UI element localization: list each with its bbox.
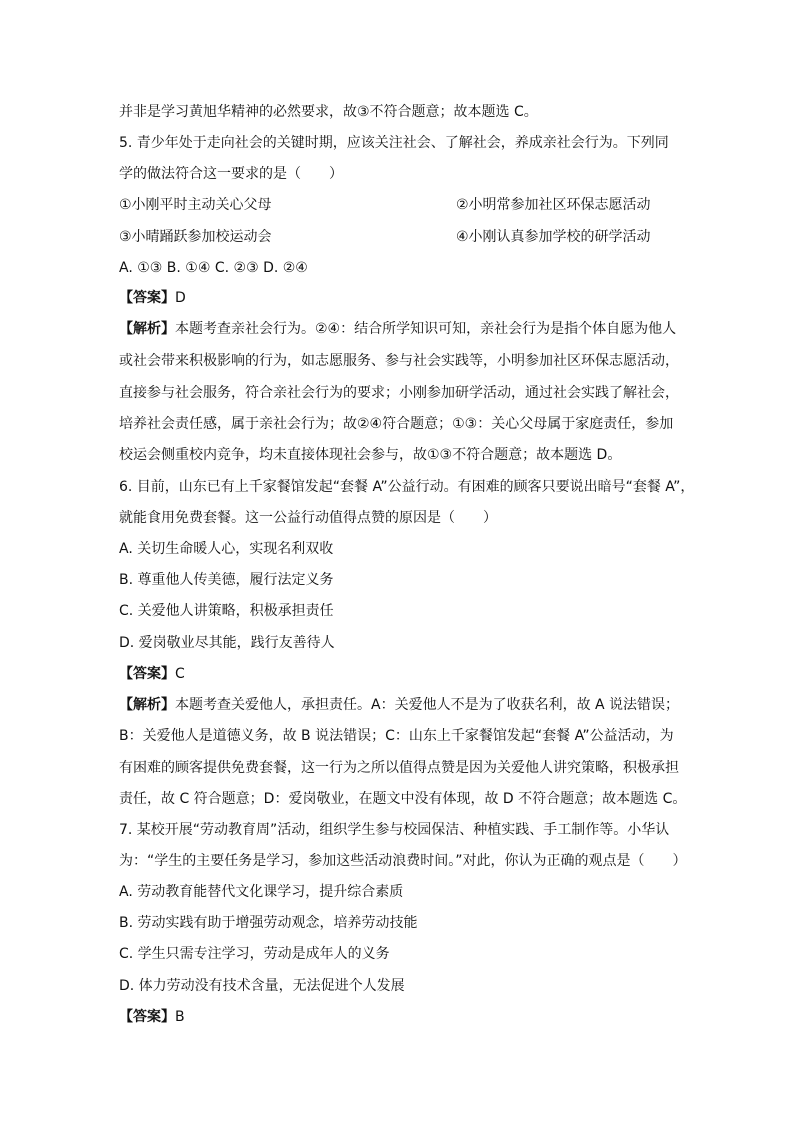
q5-analysis-text-1: 本题考查亲社会行为。②④：结合所学知识可知，亲社会行为是指个体自愿为他人 bbox=[175, 321, 677, 337]
q6-analysis-line-2: B：关爱他人是道德义务，故 B 说法错误；C：山东上千家餐馆发起“套餐 A”公益活动，为 bbox=[119, 728, 674, 744]
q6-analysis-text-1: 本题考查关爱他人，承担责任。A：关爱他人不是为了收获名利，故 A 说法错误； bbox=[175, 697, 680, 713]
q5-analysis-line-5: 校运会侧重校内竞争，均未直接体现社会参与，故①③不符合题意；故本题选 D。 bbox=[119, 447, 622, 463]
q5-items-row-2 bbox=[119, 227, 651, 247]
q7-option-d: D. 体力劳动没有技术含量，无法促进个人发展 bbox=[119, 978, 405, 994]
q6-analysis-line-1 bbox=[119, 695, 679, 715]
q6-answer-tag: 【答案】 bbox=[119, 666, 175, 682]
q6-option-c: C. 关爱他人讲策略，积极承担责任 bbox=[119, 603, 334, 619]
q5-answer-tag: 【答案】 bbox=[119, 290, 175, 306]
q6-analysis-tag: 【解析】 bbox=[119, 697, 175, 713]
q5-analysis-line-1 bbox=[119, 319, 676, 339]
q5-items-row-1 bbox=[119, 195, 651, 215]
q7-stem-line-1: 7. 某校开展“劳动教育周”活动，组织学生参与校园保洁、种植实践、手工制作等。小华认 bbox=[119, 822, 670, 838]
continuation-text: 并非是学习黄旭华精神的必然要求，故③不符合题意；故本题选 C。 bbox=[119, 104, 538, 120]
q6-analysis-line-4: 责任，故 C 符合题意；D：爱岗敬业，在题文中没有体现，故 D 不符合题意；故本题选 C。 bbox=[119, 791, 687, 807]
q7-answer bbox=[119, 1007, 185, 1027]
q5-item-4: ④小刚认真参加学校的研学活动 bbox=[456, 229, 651, 245]
q5-item-1: ①小刚平时主动关心父母 bbox=[119, 197, 272, 213]
q7-option-b: B. 劳动实践有助于增强劳动观念，培养劳动技能 bbox=[119, 915, 418, 931]
q5-stem-line-2: 学的做法符合这一要求的是（ ） bbox=[119, 166, 343, 182]
q6-option-a: A. 关切生命暖人心，实现名利双收 bbox=[119, 541, 334, 557]
q6-analysis-line-3: 有困难的顾客提供免费套餐，这一行为之所以值得点赞是因为关爱他人讲究策略，积极承担 bbox=[119, 760, 679, 776]
q7-stem-line-2: 为：“学生的主要任务是学习，参加这些活动浪费时间。”对此，你认为正确的观点是（ ） bbox=[119, 853, 687, 869]
q5-item-3: ③小晴踊跃参加校运动会 bbox=[119, 229, 272, 245]
q5-stem-line-1: 5. 青少年处于走向社会的关键时期，应该关注社会、了解社会，养成亲社会行为。下列同 bbox=[119, 135, 669, 151]
q5-item-2: ②小明常参加社区环保志愿活动 bbox=[456, 197, 651, 213]
q5-analysis-line-4: 培养社会责任感，属于亲社会行为；故②④符合题意；①③：关心父母属于家庭责任，参加 bbox=[119, 416, 674, 432]
q5-analysis-line-3: 直接参与社会服务，符合亲社会行为的要求；小刚参加研学活动，通过社会实践了解社会， bbox=[119, 385, 679, 401]
q5-analysis-tag: 【解析】 bbox=[119, 321, 175, 337]
q6-stem-line-1: 6. 目前，山东已有上千家餐馆发起“套餐 A”公益行动。有困难的顾客只要说出暗号“套餐 A”， bbox=[119, 479, 695, 495]
q5-options: A. ①③ B. ①④ C. ②③ D. ②④ bbox=[119, 260, 308, 276]
q7-option-c: C. 学生只需专注学习，劳动是成年人的义务 bbox=[119, 946, 390, 962]
q7-answer-value: B bbox=[175, 1009, 185, 1025]
q6-stem-line-2: 就能食用免费套餐。这一公益行动值得点赞的原因是（ ） bbox=[119, 510, 497, 526]
q5-answer-value: D bbox=[175, 290, 186, 306]
q7-answer-tag: 【答案】 bbox=[119, 1009, 175, 1025]
q6-answer bbox=[119, 664, 185, 684]
q5-answer bbox=[119, 288, 186, 308]
q6-option-b: B. 尊重他人传美德，履行法定义务 bbox=[119, 572, 334, 588]
q7-option-a: A. 劳动教育能替代文化课学习，提升综合素质 bbox=[119, 884, 404, 900]
q6-answer-value: C bbox=[175, 666, 185, 682]
q5-analysis-line-2: 或社会带来积极影响的行为，如志愿服务、参与社会实践等，小明参加社区环保志愿活动， bbox=[119, 353, 679, 369]
q6-option-d: D. 爱岗敬业尽其能，践行友善待人 bbox=[119, 635, 335, 651]
